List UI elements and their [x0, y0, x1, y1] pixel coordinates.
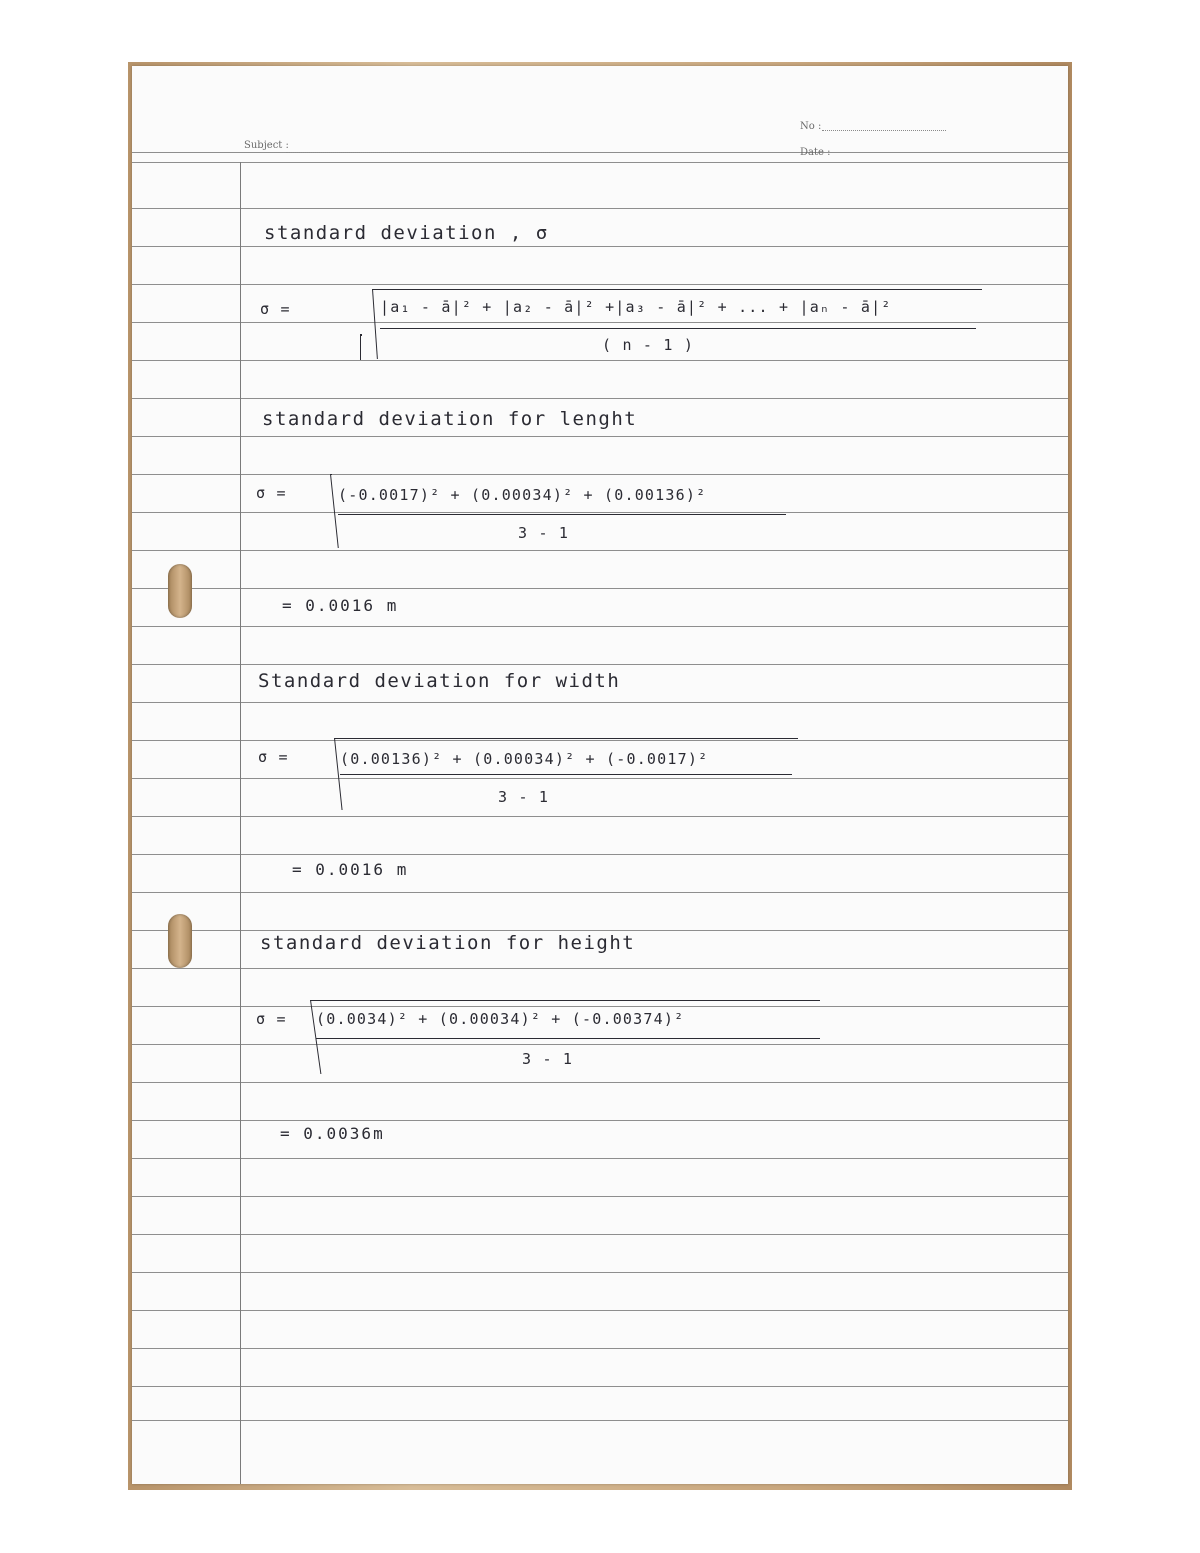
formula-numerator: (0.0034)² + (0.00034)² + (-0.00374)²	[316, 1010, 685, 1028]
ruled-line	[132, 208, 1068, 209]
ruled-line	[132, 626, 1068, 627]
ruled-line	[132, 854, 1068, 855]
margin-line	[240, 162, 241, 1484]
radical-stroke	[372, 289, 378, 359]
fraction-bar	[340, 774, 792, 775]
ruled-line	[132, 968, 1068, 969]
fraction-bar	[316, 1038, 820, 1039]
formula-denominator: 3 - 1	[522, 1050, 574, 1068]
radical-sign	[361, 334, 362, 336]
ruled-line	[132, 550, 1068, 551]
ruled-line	[132, 930, 1068, 931]
punch-hole	[168, 564, 192, 618]
ruled-line	[132, 162, 1068, 163]
fraction-bar	[338, 514, 786, 515]
ruled-line	[132, 1420, 1068, 1421]
section-heading: standard deviation , σ	[264, 222, 549, 244]
formula-numerator: (0.00136)² + (0.00034)² + (-0.0017)²	[340, 750, 709, 768]
radical-bar	[334, 738, 798, 739]
result-value: = 0.0016 m	[292, 860, 409, 879]
ruled-line	[132, 740, 1068, 741]
no-blank	[822, 130, 946, 131]
ruled-line	[132, 1082, 1068, 1083]
ruled-line	[132, 1310, 1068, 1311]
formula-denominator: ( n - 1 )	[602, 336, 695, 354]
formula-numerator: |a₁ - ā|² + |a₂ - ā|² +|a₃ - ā|² + ... + |aₙ - ā|²	[380, 298, 892, 316]
ruled-line	[132, 1120, 1068, 1121]
formula-numerator: (-0.0017)² + (0.00034)² + (0.00136)²	[338, 486, 707, 504]
formula-denominator: 3 - 1	[518, 524, 570, 542]
ruled-line	[132, 1348, 1068, 1349]
no-label: No :	[800, 121, 822, 132]
ruled-line	[132, 322, 1068, 323]
sigma-label: σ =	[256, 484, 287, 502]
result-value: = 0.0036m	[280, 1124, 385, 1143]
sigma-label: σ =	[256, 1010, 287, 1028]
ruled-line	[132, 1272, 1068, 1273]
subject-blank	[286, 152, 550, 153]
ruled-line	[132, 1006, 1068, 1007]
ruled-line	[132, 360, 1068, 361]
fraction-bar	[380, 328, 976, 329]
ruled-line	[132, 512, 1068, 513]
ruled-line	[132, 778, 1068, 779]
punch-hole	[168, 914, 192, 968]
ruled-line	[132, 1158, 1068, 1159]
ruled-line	[132, 1044, 1068, 1045]
ruled-line	[132, 892, 1068, 893]
ruled-line	[132, 398, 1068, 399]
radical-bar	[372, 289, 982, 290]
radical-sign	[360, 334, 361, 360]
ruled-line	[132, 152, 1068, 153]
formula-denominator: 3 - 1	[498, 788, 550, 806]
ruled-line	[132, 702, 1068, 703]
section-heading: Standard deviation for width	[258, 670, 621, 692]
result-value: = 0.0016 m	[282, 596, 399, 615]
section-heading: standard deviation for height	[260, 932, 636, 954]
ruled-line	[132, 436, 1068, 437]
ruled-line	[132, 246, 1068, 247]
subject-label: Subject :	[244, 140, 289, 151]
ruled-line	[132, 1196, 1068, 1197]
radical-bar	[310, 1000, 820, 1001]
notebook-page	[132, 66, 1068, 1484]
sigma-label: σ =	[260, 300, 291, 318]
ruled-line	[132, 1234, 1068, 1235]
sigma-label: σ =	[258, 748, 289, 766]
ruled-line	[132, 474, 1068, 475]
date-label: Date :	[800, 147, 831, 158]
ruled-line	[132, 816, 1068, 817]
ruled-line	[132, 1386, 1068, 1387]
section-heading: standard deviation for lenght	[262, 408, 638, 430]
ruled-line	[132, 664, 1068, 665]
ruled-line	[132, 588, 1068, 589]
ruled-line	[132, 284, 1068, 285]
